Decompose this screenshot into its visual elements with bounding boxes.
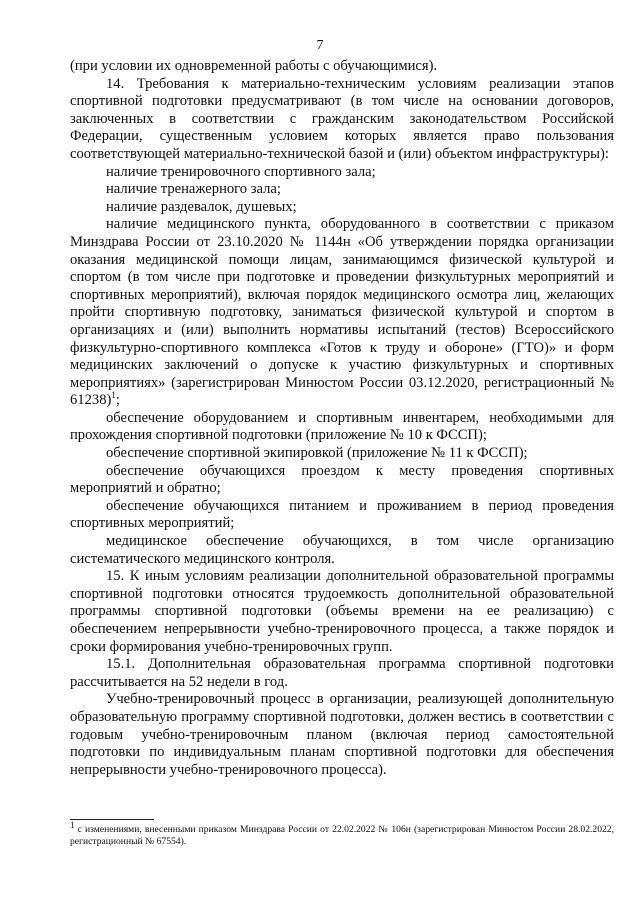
footnote-separator: [70, 819, 154, 820]
paragraph: [70, 498, 614, 533]
paragraph: [70, 445, 614, 463]
paragraph: [70, 76, 614, 164]
paragraph-text: 14. Требования к материально-техническим условиям реализации этапов спортивной подготовки предусматривают (в том числе на основании договоров, заключенных в соответствии с гражданским законодательством Российской Федерации, существенным условием которых является право пользования соответствующей материально-технической базой и (или) объектом инфраструктуры):: [70, 75, 614, 162]
paragraph-text: 15.1. Дополнительная образовательная программа спортивной подготовки рассчитывается на 52 недели в год.: [70, 656, 614, 690]
paragraph: [70, 568, 614, 656]
footnote-marker: 1: [70, 819, 75, 830]
paragraph: [70, 164, 614, 182]
paragraph: [70, 199, 614, 217]
page-number: 7: [316, 38, 324, 53]
paragraph-text: (при условии их одновременной работы с обучающимися).: [70, 58, 438, 74]
paragraph-text: обеспечение спортивной экипировкой (приложение № 11 к ФССП);: [106, 445, 528, 462]
paragraph-text: наличие тренажерного зала;: [106, 181, 281, 198]
paragraph: [70, 181, 614, 199]
paragraph: [70, 691, 614, 779]
paragraph-text: медицинское обеспечение обучающихся, в том числе организацию систематического медицинского контроля.: [70, 533, 614, 567]
footnote: [70, 819, 614, 848]
paragraph-text: наличие тренировочного спортивного зала;: [106, 163, 376, 180]
paragraph-text: обеспечение оборудованием и спортивным инвентарем, необходимыми для прохождения спортивной подготовки (приложение № 10 к ФССП);: [70, 409, 614, 444]
footnote-text: с изменениями, внесенными приказом Минздрава России от 22.02.2022 № 106н (зарегистрирован Минюстом России 28.02.2022, регистрационный № 67554).: [70, 824, 614, 847]
paragraph-text: наличие раздевалок, душевых;: [106, 198, 297, 215]
paragraph-tail: ;: [115, 392, 120, 409]
paragraph-text: Учебно-тренировочный процесс в организации, реализующей дополнительную образовательную программу спортивной подготовки, должен вестись в соответствии с годовым учебно-тренировочным планом (включая период самостоятельной подготовки по индивидуальным планам спортивной подготовки для обеспечения непрерывности учебно-тренировочного процесса).: [70, 691, 614, 778]
paragraph-text: наличие медицинского пункта, оборудованного в соответствии с приказом Минздрава России от 23.10.2020 № 1144н «Об утверждении порядка организации оказания медицинской помощи лицам, занимающимся физической культурой и спортом (в том числе при подготовке и проведении физкультурных мероприятий и спортивных мероприятий), включая порядок медицинского осмотра лиц, желающих пройти спортивную подготовку, заниматься физической культурой и спортом в организациях и (или) выполнить нормативы испытаний (тестов) Всероссийского физкультурно-спортивного комплекса «Готов к труду и обороне» (ГТО)» и форм медицинских заключений о допуске к участию физкультурных и спортивных мероприятиях» (зарегистрирован Минюстом России 03.12.2020, регистрационный № 61238): [70, 216, 614, 409]
paragraph: [70, 656, 614, 691]
paragraph: [70, 410, 614, 445]
paragraph: [70, 533, 614, 568]
document-body: [70, 58, 614, 779]
paragraph: [70, 58, 614, 76]
paragraph: [70, 216, 614, 410]
footnote-reference: 1: [111, 390, 116, 401]
paragraph: [70, 463, 614, 498]
paragraph-text: обеспечение обучающихся проездом к месту проведения спортивных мероприятий и обратно;: [70, 462, 614, 497]
paragraph-text: обеспечение обучающихся питанием и проживанием в период проведения спортивных мероприятий;: [70, 497, 614, 532]
paragraph-text: 15. К иным условиям реализации дополнительной образовательной программы спортивной подготовки относятся трудоемкость дополнительной образовательной программы спортивной подготовки (объемы времени на ее реализацию) с обеспечением непрерывности учебно-тренировочного процесса, а также порядок и сроки формирования учебно-тренировочных групп.: [70, 568, 614, 655]
